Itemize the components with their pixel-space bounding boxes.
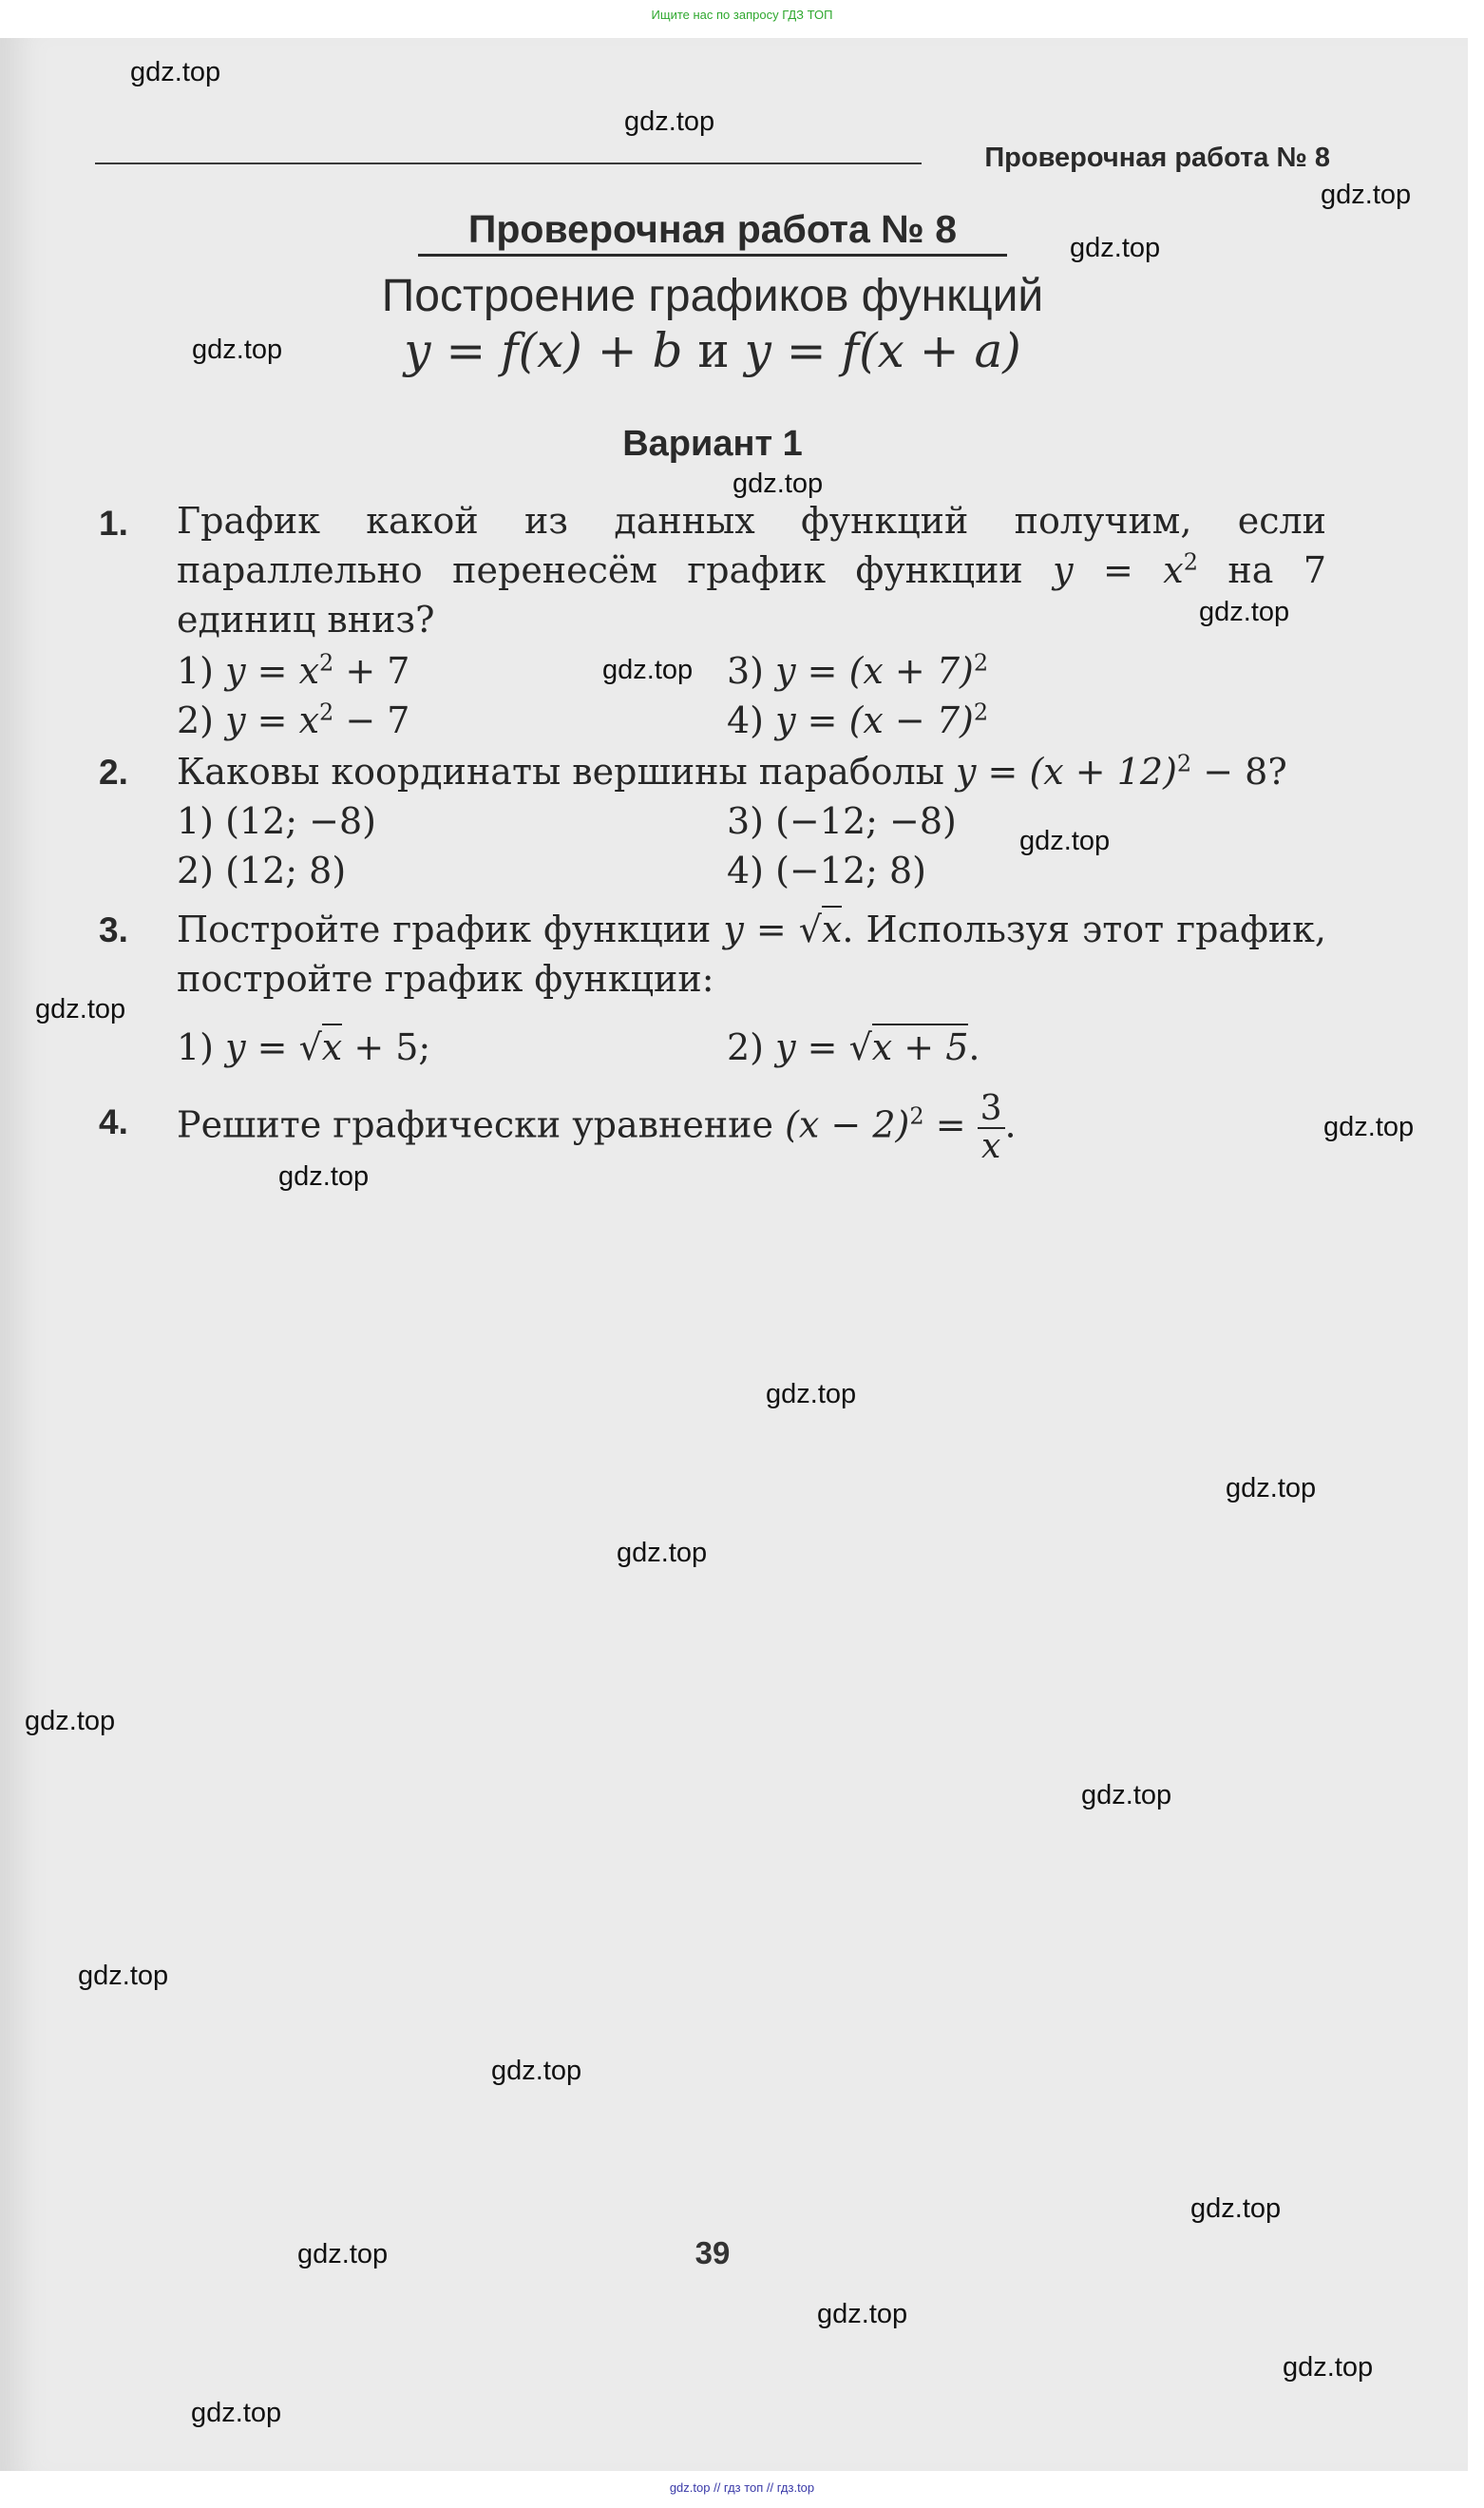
watermark: gdz.top <box>602 655 694 685</box>
q1-opt2-pre: y = x <box>225 699 320 741</box>
q2-exp: 2 <box>1176 750 1192 777</box>
question-3-number: 3. <box>99 910 128 949</box>
q3-opt1-pre: y = <box>225 1026 299 1068</box>
header-rule <box>95 163 922 164</box>
question-2-number: 2. <box>99 753 128 792</box>
watermark: gdz.top <box>278 1161 370 1192</box>
watermark: gdz.top <box>624 106 715 137</box>
watermark: gdz.top <box>491 2056 582 2086</box>
q2-opt4-value: (−12; 8) <box>775 850 927 891</box>
q2-text-after: − 8? <box>1191 751 1287 793</box>
q3-opt1-num: 1) <box>177 1026 215 1068</box>
q3-opt2-pre: y = <box>775 1026 849 1068</box>
question-1-text <box>177 496 1326 644</box>
watermark: gdz.top <box>617 1538 708 1568</box>
page-title: Проверочная работа № 8 <box>418 207 1007 257</box>
q3-opt2-radicand: x + 5 <box>871 1026 969 1068</box>
question-4-number: 4. <box>99 1102 128 1141</box>
q4-eq: = <box>923 1103 978 1146</box>
q1-option-4 <box>727 699 988 741</box>
watermark: gdz.top <box>1226 1473 1317 1503</box>
q3-option-1: 1) y = √x + 5; <box>177 1026 430 1068</box>
question-1-number: 1. <box>99 504 128 543</box>
q2-opt4-num: 4) <box>727 850 765 891</box>
page-number: 39 <box>694 2235 731 2270</box>
q2-opt2-num: 2) <box>177 850 215 891</box>
q3-text-after: . Используя этот график, постройте график функции: <box>177 909 1326 1000</box>
watermark: gdz.top <box>25 1706 116 1736</box>
q1-opt2-post: − 7 <box>333 699 410 741</box>
q1-exp: 2 <box>1183 548 1199 576</box>
watermark: gdz.top <box>1081 1780 1172 1810</box>
q3-text-before: Постройте график функции <box>177 909 724 950</box>
variant-heading: Вариант 1 <box>622 424 803 464</box>
q1-eq: = <box>1073 549 1164 591</box>
question-3-text: Постройте график функции y = √x. Используя этот график, постройте график функции: <box>177 905 1326 1004</box>
top-site-banner: Ищите нас по запросу ГДЗ ТОП <box>651 8 833 22</box>
page-subtitle: Построение графиков функций <box>381 271 1044 321</box>
q1-opt1-num: 1) <box>177 650 215 692</box>
running-head: Проверочная работа № 8 <box>984 143 1330 173</box>
q3-radicand: x <box>821 909 843 950</box>
q4-frac-num: 3 <box>978 1091 1005 1129</box>
q1-var-y: y <box>1053 549 1074 591</box>
q3-opt1-radicand: x <box>321 1026 343 1068</box>
q1-option-1 <box>177 650 409 692</box>
question-4-text <box>177 1091 1326 1165</box>
bottom-site-banner: gdz.top // гдз топ // гдз.top <box>669 2480 815 2495</box>
q1-opt4-pre: y = (x − 7) <box>775 699 974 741</box>
watermark: gdz.top <box>732 469 824 499</box>
q3-opt1-post: + 5; <box>342 1026 431 1068</box>
formula-part1: y = f(x) + b <box>404 323 683 378</box>
q1-opt4-num: 4) <box>727 699 765 741</box>
q2-option-2 <box>177 850 346 891</box>
watermark: gdz.top <box>191 2398 282 2428</box>
watermark: gdz.top <box>1070 233 1161 263</box>
q2-option-1 <box>177 800 376 842</box>
q3-opt2-num: 2) <box>727 1026 765 1068</box>
subtitle-formula <box>285 323 1140 378</box>
question-2-text <box>177 747 1326 796</box>
watermark: gdz.top <box>1323 1112 1415 1142</box>
q4-fraction <box>978 1091 1005 1165</box>
q1-var-x: x <box>1163 549 1184 591</box>
q1-option-3 <box>727 650 988 692</box>
q1-opt2-num: 2) <box>177 699 215 741</box>
watermark: gdz.top <box>817 2299 908 2329</box>
watermark: gdz.top <box>192 335 283 365</box>
watermark: gdz.top <box>766 1379 857 1409</box>
formula-conjunction: и <box>682 323 745 378</box>
q2-opt1-num: 1) <box>177 800 215 842</box>
book-page <box>0 38 1468 2471</box>
q3-formula-y: y = <box>723 909 799 950</box>
watermark: gdz.top <box>1321 180 1412 210</box>
watermark: gdz.top <box>130 57 221 87</box>
q1-opt3-exp: 2 <box>973 649 989 677</box>
q2-option-3 <box>727 800 957 842</box>
watermark: gdz.top <box>1019 826 1111 856</box>
q2-opt2-value: (12; 8) <box>225 850 347 891</box>
q2-formula: y = (x + 12) <box>956 751 1177 793</box>
q4-lhs: (x − 2) <box>785 1103 910 1146</box>
q1-opt1-post: + 7 <box>333 650 410 692</box>
q1-opt2-exp: 2 <box>319 699 334 726</box>
q1-opt1-pre: y = x <box>225 650 320 692</box>
q1-option-2 <box>177 699 409 741</box>
q3-opt2-post: . <box>968 1026 980 1068</box>
q1-opt1-exp: 2 <box>319 649 334 677</box>
q3-option-2: 2) y = √x + 5. <box>727 1026 980 1068</box>
q1-opt3-num: 3) <box>727 650 765 692</box>
watermark: gdz.top <box>1190 2193 1282 2224</box>
q2-option-4 <box>727 850 926 891</box>
q4-lhs-exp: 2 <box>909 1102 924 1130</box>
q2-opt3-value: (−12; −8) <box>775 800 957 842</box>
watermark: gdz.top <box>35 994 126 1024</box>
q1-text-before: График какой из данных функций получим, если параллельно перенесём график функции <box>177 500 1326 591</box>
formula-part2: y = f(x + a) <box>744 323 1021 378</box>
q2-opt1-value: (12; −8) <box>225 800 377 842</box>
q2-opt3-num: 3) <box>727 800 765 842</box>
q4-text-before: Решите графически уравнение <box>177 1103 786 1146</box>
watermark: gdz.top <box>297 2239 389 2269</box>
q1-opt4-exp: 2 <box>973 699 989 726</box>
q2-text-before: Каковы координаты вершины параболы <box>177 751 956 793</box>
q1-opt3-pre: y = (x + 7) <box>775 650 974 692</box>
watermark: gdz.top <box>1283 2352 1374 2383</box>
watermark: gdz.top <box>1199 597 1290 627</box>
q4-text-after: . <box>1004 1103 1017 1146</box>
q4-frac-den: x <box>980 1126 1001 1166</box>
q1-text-after: на 7 единиц вниз? <box>177 549 1326 641</box>
watermark: gdz.top <box>78 1961 169 1991</box>
